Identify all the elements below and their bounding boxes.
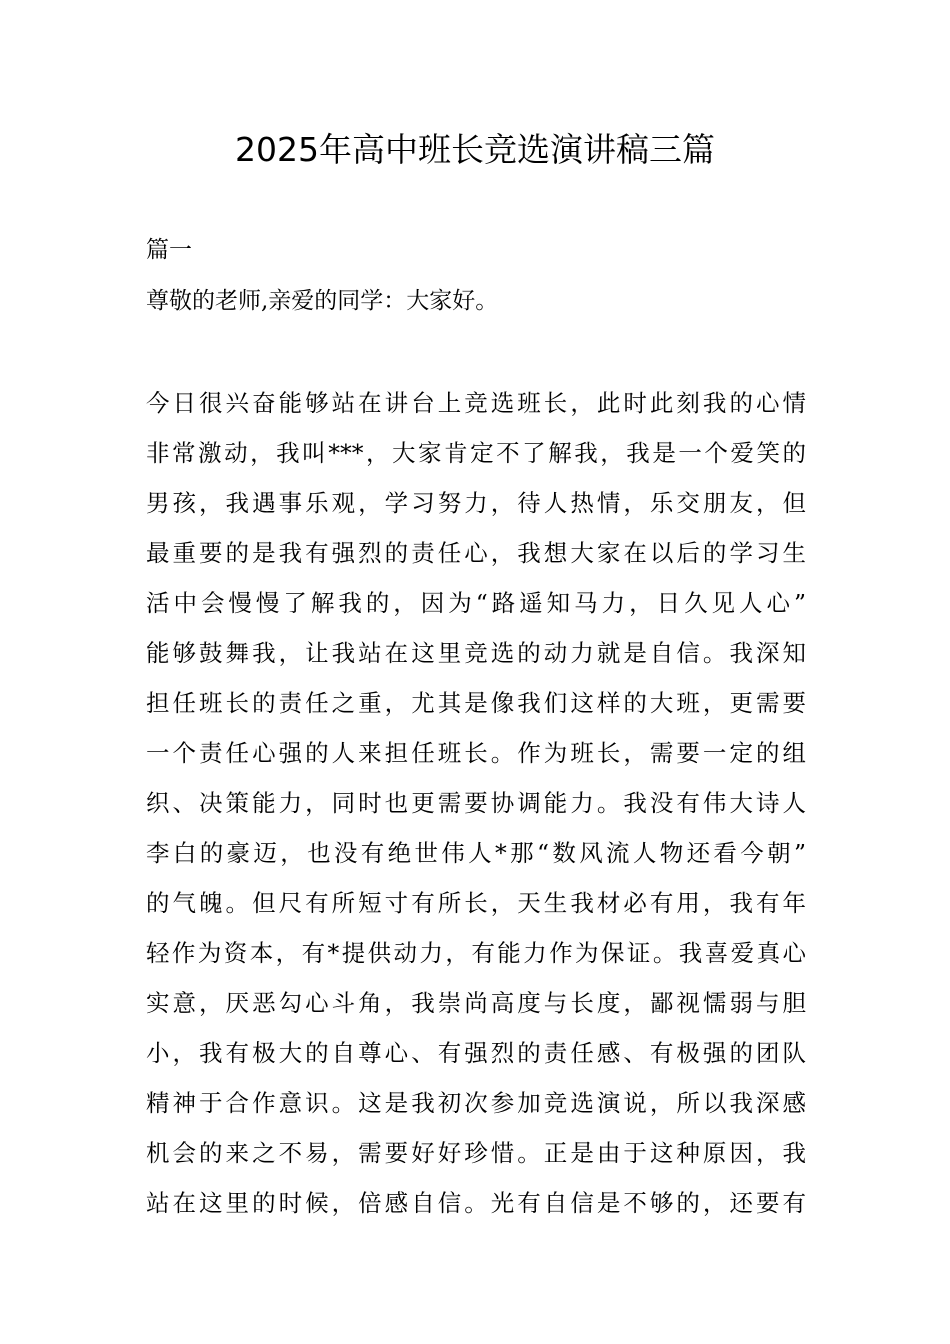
body-line: 李白的豪迈，也没有绝世伟人*那“数风流人物还看今朝” bbox=[146, 839, 806, 867]
body-line: 轻作为资本，有*提供动力，有能力作为保证。我喜爱真心 bbox=[146, 939, 806, 967]
greeting-line: 尊敬的老师,亲爱的同学：大家好。 bbox=[146, 288, 499, 314]
body-line: 实意，厌恶勾心斗角，我崇尚高度与长度，鄙视懦弱与胆 bbox=[146, 989, 806, 1017]
body-line: 能够鼓舞我，让我站在这里竞选的动力就是自信。我深知 bbox=[146, 639, 806, 667]
document-title: 2025年高中班长竞选演讲稿三篇 bbox=[235, 130, 715, 169]
body-line: 小，我有极大的自尊心、有强烈的责任感、有极强的团队 bbox=[146, 1039, 806, 1067]
body-line: 站在这里的时候，倍感自信。光有自信是不够的，还要有 bbox=[146, 1189, 806, 1217]
body-line: 织、决策能力，同时也更需要协调能力。我没有伟大诗人 bbox=[146, 789, 806, 817]
body-line: 活中会慢慢了解我的，因为“路遥知马力，日久见人心” bbox=[146, 589, 806, 617]
body-line: 精神于合作意识。这是我初次参加竞选演说，所以我深感 bbox=[146, 1089, 806, 1117]
body-line: 今日很兴奋能够站在讲台上竞选班长，此时此刻我的心情 bbox=[146, 389, 806, 417]
body-line: 担任班长的责任之重，尤其是像我们这样的大班，更需要 bbox=[146, 689, 806, 717]
body-line: 机会的来之不易，需要好好珍惜。正是由于这种原因，我 bbox=[146, 1139, 806, 1167]
body-line: 最重要的是我有强烈的责任心，我想大家在以后的学习生 bbox=[146, 539, 806, 567]
body-line: 男孩，我遇事乐观，学习努力，待人热情，乐交朋友，但 bbox=[146, 489, 806, 517]
section-label: 篇一 bbox=[146, 237, 192, 263]
body-line: 的气魄。但尺有所短寸有所长，天生我材必有用，我有年 bbox=[146, 889, 806, 917]
body-line: 非常激动，我叫***，大家肯定不了解我，我是一个爱笑的 bbox=[146, 439, 806, 467]
body-line: 一个责任心强的人来担任班长。作为班长，需要一定的组 bbox=[146, 739, 806, 767]
body-paragraph bbox=[146, 378, 806, 1228]
